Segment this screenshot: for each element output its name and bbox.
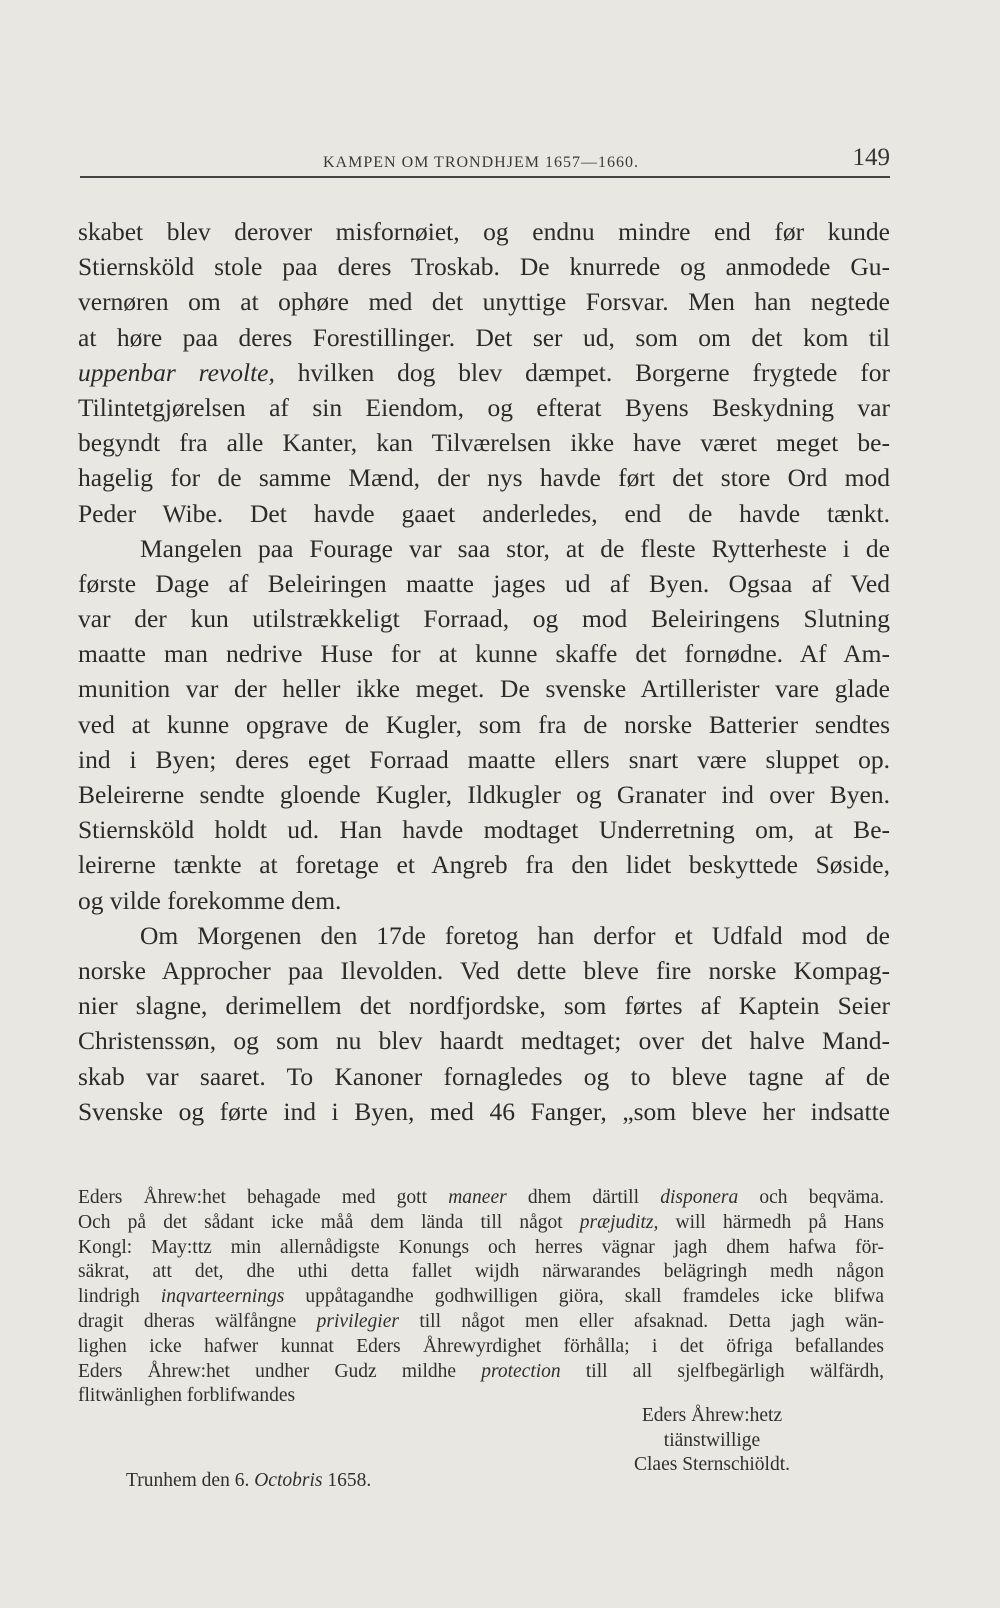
text-line: at høre paa deres Forestillinger. Det ser ud, som om det kom til xyxy=(78,322,890,352)
letter-line xyxy=(78,1360,884,1385)
dateline-month: Octobris xyxy=(254,1470,323,1491)
italic-word: inqvarteernings xyxy=(160,1286,285,1308)
text-fragment: hvilken dog blev dæmpet. Borgerne frygtede for xyxy=(274,357,891,387)
text-fragment: dhem därtill xyxy=(506,1187,661,1208)
italic-word: maneer xyxy=(448,1187,507,1208)
signature-block xyxy=(612,1404,812,1478)
text-line: munition var der heller ikke meget. De svenske Artillerister vare glade xyxy=(78,674,890,704)
text-fragment: will härmedh på Hans xyxy=(658,1211,884,1233)
text-fragment: Och på det sådant icke måå dem lända till något xyxy=(78,1211,580,1233)
text-line xyxy=(78,355,890,390)
italic-word: præjuditz, xyxy=(579,1211,659,1233)
text-line: Peder Wibe. Det havde gaaet anderledes, end de havde tænkt. xyxy=(78,498,890,528)
text-fragment: uppåtagandhe godhwilligen giöra, skall framdeles icke blifwa xyxy=(284,1286,884,1308)
text-fragment: lindrigh xyxy=(78,1286,161,1308)
body-text xyxy=(78,214,890,1129)
quoted-letter xyxy=(78,1186,884,1409)
text-fragment: Eders Åhrew:het behagade med gott xyxy=(78,1187,449,1208)
text-fragment: Kongl: May:ttz min allernådigste Konungs och herres vägnar jagh dhem hafwa för- xyxy=(78,1236,884,1258)
text-line: skab var saaret. To Kanoner fornagledes og to bleve tagne af de xyxy=(78,1061,890,1091)
text-line: skabet blev derover misfornøiet, og endnu mindre end før kunde xyxy=(78,217,890,246)
letter-line xyxy=(78,1285,884,1310)
page-number: 149 xyxy=(852,144,890,171)
dateline-year: 1658. xyxy=(322,1470,372,1491)
text-line: norske Approcher paa Ilevolden. Ved dette bleve fire norske Kompag- xyxy=(78,955,890,985)
text-line: Svenske og førte ind i Byen, med 46 Fanger, „som bleve her indsatte xyxy=(78,1096,890,1126)
italic-word: protection xyxy=(481,1360,561,1382)
text-line: vernøren om at ophøre med det unyttige Forsvar. Men han negtede xyxy=(78,287,890,317)
text-line: nier slagne, derimellem det nordfjordske, som førtes af Kaptein Seier xyxy=(78,991,890,1021)
text-fragment: dragit dheras wälfångne xyxy=(78,1310,317,1332)
text-line: maatte man nedrive Huse for at kunne skaffe det fornødne. Af Am- xyxy=(78,639,890,669)
signature-line: Eders Åhrew:hetz xyxy=(641,1405,783,1426)
text-fragment: lighen icke hafwer kunnat Eders Åhrewyrdighet förhålla; i det öfriga befallandes xyxy=(78,1335,884,1357)
text-line: leirerne tænkte at foretage et Angreb fra den lidet beskyttede Søside, xyxy=(78,850,890,880)
letter-line xyxy=(78,1335,884,1360)
text-line: og vilde forekomme dem. xyxy=(78,885,342,915)
text-fragment: säkrat, att det, dhe uthi detta fallet wijdh närwarandes belägringh medh någon xyxy=(78,1261,884,1283)
italic-word: disponera xyxy=(660,1187,739,1208)
text-line: Stiernsköld stole paa deres Troskab. De knurrede og anmodede Gu- xyxy=(78,252,890,282)
text-line: ind i Byen; deres eget Forraad maatte ellers snart være sluppet op. xyxy=(78,744,890,774)
signature-line: tiänstwillige xyxy=(663,1429,761,1451)
text-fragment: flitwänlighen forblifwandes xyxy=(78,1385,296,1407)
signature-line: Claes Sternschiöldt. xyxy=(634,1454,790,1475)
text-line: Beleirerne sendte gloende Kugler, Ildkugler og Granater ind over Byen. xyxy=(78,780,890,809)
text-line: var der kun utilstrækkeligt Forraad, og mod Beleiringens Slutning xyxy=(78,604,890,634)
letter-line xyxy=(78,1211,884,1236)
running-title: KAMPEN OM TRONDHJEM 1657—1660. xyxy=(323,154,639,171)
italic-phrase: uppenbar revolte, xyxy=(78,357,275,387)
letter-line xyxy=(78,1236,884,1261)
letter-line xyxy=(78,1186,884,1211)
letter-line xyxy=(78,1260,884,1285)
italic-word: privilegier xyxy=(316,1310,399,1332)
text-line: hagelig for de samme Mænd, der nys havde ført det store Ord mod xyxy=(78,463,890,493)
text-line: Om Morgenen den 17de foretog han derfor et Udfald mod de xyxy=(140,920,890,950)
text-fragment: och beqväma. xyxy=(738,1187,884,1208)
header-rule xyxy=(80,176,890,178)
text-fragment: till all sjelfbegärligh wälfärdh, xyxy=(560,1360,885,1382)
text-fragment: till något men eller afsaknad. Detta jagh wän- xyxy=(398,1310,884,1332)
dateline-place: Trunhem den 6. xyxy=(126,1470,255,1491)
text-fragment: Eders Åhrew:het undher Gudz mildhe xyxy=(78,1360,482,1382)
text-line: Mangelen paa Fourage var saa stor, at de fleste Rytterheste i de xyxy=(140,533,890,563)
text-line: Christenssøn, og som nu blev haardt medtaget; over det halve Mand- xyxy=(78,1026,890,1056)
letter-line xyxy=(78,1310,884,1335)
text-line: første Dage af Beleiringen maatte jages ud af Byen. Ogsaa af Ved xyxy=(78,568,890,598)
letter-dateline xyxy=(126,1470,371,1492)
text-line: begyndt fra alle Kanter, kan Tilværelsen ikke have været meget be- xyxy=(78,428,890,458)
text-line: Tilintetgjørelsen af sin Eiendom, og efterat Byens Beskydning var xyxy=(78,392,890,422)
text-line: ved at kunne opgrave de Kugler, som fra de norske Batterier sendtes xyxy=(78,709,890,739)
text-line: Stiernsköld holdt ud. Han havde modtaget Underretning om, at Be- xyxy=(78,815,890,845)
running-head xyxy=(80,144,890,172)
